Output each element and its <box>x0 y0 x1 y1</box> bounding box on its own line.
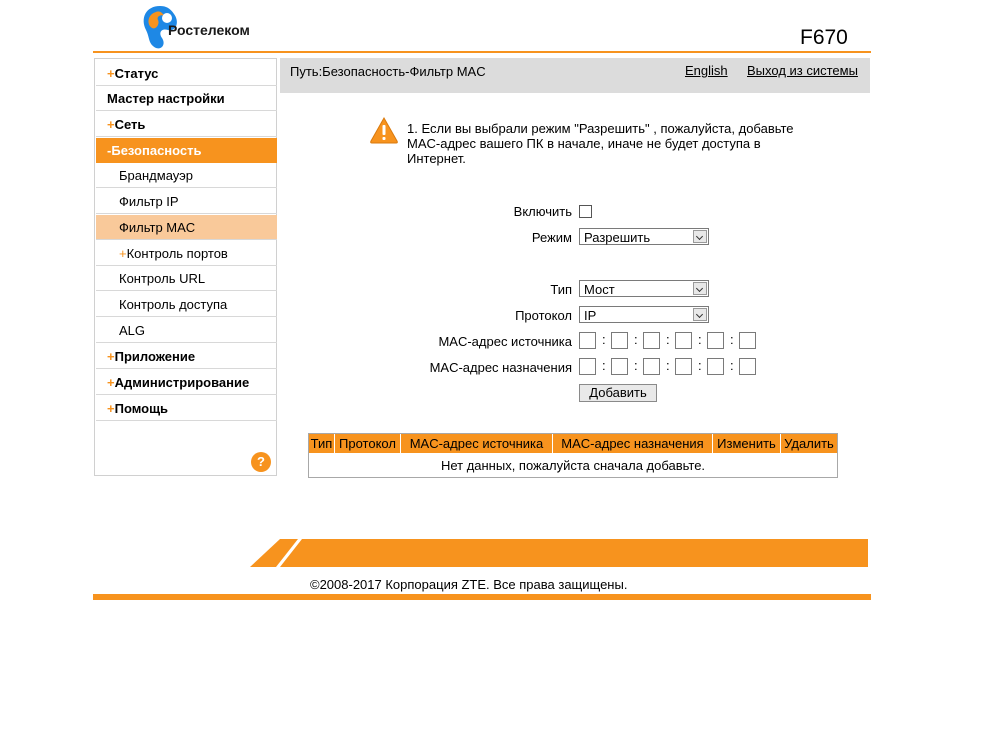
sidebar-item-label: Помощь <box>114 401 169 416</box>
col-header-delete: Удалить <box>784 436 834 451</box>
dst-mac-octet-4[interactable] <box>675 358 692 375</box>
protocol-select[interactable] <box>579 306 709 323</box>
sidebar-item-status[interactable] <box>96 61 277 86</box>
sidebar-item-label: Брандмауэр <box>119 168 193 183</box>
protocol-select-value: IP <box>584 308 597 323</box>
sidebar-item-label: Фильтр MAC <box>119 220 196 235</box>
header-divider <box>93 51 871 53</box>
mac-filter-table <box>308 433 838 478</box>
mac-separator: : <box>730 358 734 373</box>
sidebar-item-administration[interactable] <box>96 370 277 395</box>
sidebar-menu <box>94 58 277 476</box>
mac-separator: : <box>634 358 638 373</box>
mac-separator: : <box>698 358 702 373</box>
expand-plus-icon: + <box>107 401 115 416</box>
mac-separator: : <box>602 358 606 373</box>
dst-mac-octet-1[interactable] <box>579 358 596 375</box>
col-header-src-mac: MAC-адрес источника <box>401 434 553 453</box>
chevron-down-icon <box>693 282 707 295</box>
warning-icon <box>369 116 399 144</box>
mac-separator: : <box>602 332 606 347</box>
sidebar-item-label: Мастер настройки <box>107 91 225 106</box>
col-header-dst-mac: MAC-адрес назначения <box>553 434 713 453</box>
enable-checkbox[interactable] <box>579 205 592 218</box>
src-mac-octet-6[interactable] <box>739 332 756 349</box>
footer-divider <box>93 594 871 600</box>
copyright: ©2008-2017 Корпорация ZTE. Все права защищены. <box>310 577 628 592</box>
src-mac-octet-4[interactable] <box>675 332 692 349</box>
help-icon[interactable]: ? <box>251 452 271 472</box>
src-mac-octet-5[interactable] <box>707 332 724 349</box>
chevron-down-icon <box>693 230 707 243</box>
col-header-edit: Изменить <box>713 434 781 453</box>
col-header-type: Тип <box>309 434 335 453</box>
sidebar-item-label: Контроль доступа <box>119 297 228 312</box>
src-mac-label: MAC-адрес источника <box>438 334 572 349</box>
sidebar-item-label: Фильтр IP <box>119 194 179 209</box>
mode-select[interactable] <box>579 228 709 245</box>
mac-separator: : <box>730 332 734 347</box>
sidebar-item-help[interactable] <box>96 396 277 421</box>
add-button[interactable]: Добавить <box>579 384 657 402</box>
sidebar-item-application[interactable] <box>96 344 277 369</box>
expand-plus-icon: + <box>107 375 115 390</box>
table-header <box>309 434 837 453</box>
sidebar-item-label: Безопасность <box>111 143 202 158</box>
mode-select-value: Разрешить <box>584 230 651 245</box>
dst-mac-octet-2[interactable] <box>611 358 628 375</box>
sidebar-item-label: ALG <box>119 323 146 338</box>
type-label: Тип <box>550 282 572 297</box>
sidebar-item-network[interactable] <box>96 112 277 137</box>
mac-separator: : <box>698 332 702 347</box>
sidebar-item-label: Статус <box>114 66 159 81</box>
expand-plus-icon: + <box>119 246 127 261</box>
sidebar-item-ip-filter[interactable] <box>96 189 277 214</box>
device-model: F670 <box>800 26 848 49</box>
breadcrumb: Путь:Безопасность-Фильтр MAC <box>290 64 486 79</box>
empty-table-message: Нет данных, пожалуйста сначала добавьте. <box>440 458 706 473</box>
sidebar-item-mac-filter[interactable] <box>96 215 277 240</box>
type-select-value: Мост <box>584 282 615 297</box>
english-link[interactable]: English <box>685 63 728 78</box>
collapse-minus-icon: - <box>107 143 112 158</box>
dst-mac-octet-3[interactable] <box>643 358 660 375</box>
footer-bar <box>250 539 868 567</box>
sidebar-item-alg[interactable] <box>96 318 277 343</box>
sidebar-item-label: Администрирование <box>114 375 250 390</box>
mode-label: Режим <box>531 230 572 245</box>
sidebar-item-url-control[interactable] <box>96 266 277 291</box>
col-header-protocol: Протокол <box>335 434 401 453</box>
logout-link[interactable]: Выход из системы <box>747 63 858 78</box>
type-select[interactable] <box>579 280 709 297</box>
brand-name: Ростелеком <box>168 22 250 38</box>
sidebar-item-label: Контроль URL <box>119 271 206 286</box>
protocol-label: Протокол <box>515 308 572 323</box>
chevron-down-icon <box>693 308 707 321</box>
breadcrumb-bar <box>280 58 870 93</box>
sidebar-item-label: Сеть <box>114 117 146 132</box>
expand-plus-icon: + <box>107 66 115 81</box>
sidebar-item-access-control[interactable] <box>96 292 277 317</box>
sidebar-item-firewall[interactable] <box>96 163 277 188</box>
sidebar-item-wizard[interactable] <box>96 86 277 111</box>
sidebar-item-port-control[interactable] <box>96 241 277 266</box>
dst-mac-label: MAC-адрес назначения <box>429 360 572 375</box>
src-mac-octet-3[interactable] <box>643 332 660 349</box>
sidebar-item-security[interactable] <box>96 138 277 163</box>
sidebar-item-label: Контроль портов <box>126 246 228 261</box>
src-mac-octet-2[interactable] <box>611 332 628 349</box>
notice-text: 1. Если вы выбрали режим "Разрешить" , пожалуйста, добавьте MAC-адрес вашего ПК в начале, иначе не будет доступа в Интернет. <box>407 121 794 166</box>
mac-separator: : <box>666 358 670 373</box>
enable-label: Включить <box>513 204 572 219</box>
sidebar-item-label: Приложение <box>114 349 196 364</box>
dst-mac-octet-5[interactable] <box>707 358 724 375</box>
dst-mac-octet-6[interactable] <box>739 358 756 375</box>
expand-plus-icon: + <box>107 349 115 364</box>
expand-plus-icon: + <box>107 117 115 132</box>
src-mac-octet-1[interactable] <box>579 332 596 349</box>
mac-separator: : <box>666 332 670 347</box>
mac-separator: : <box>634 332 638 347</box>
